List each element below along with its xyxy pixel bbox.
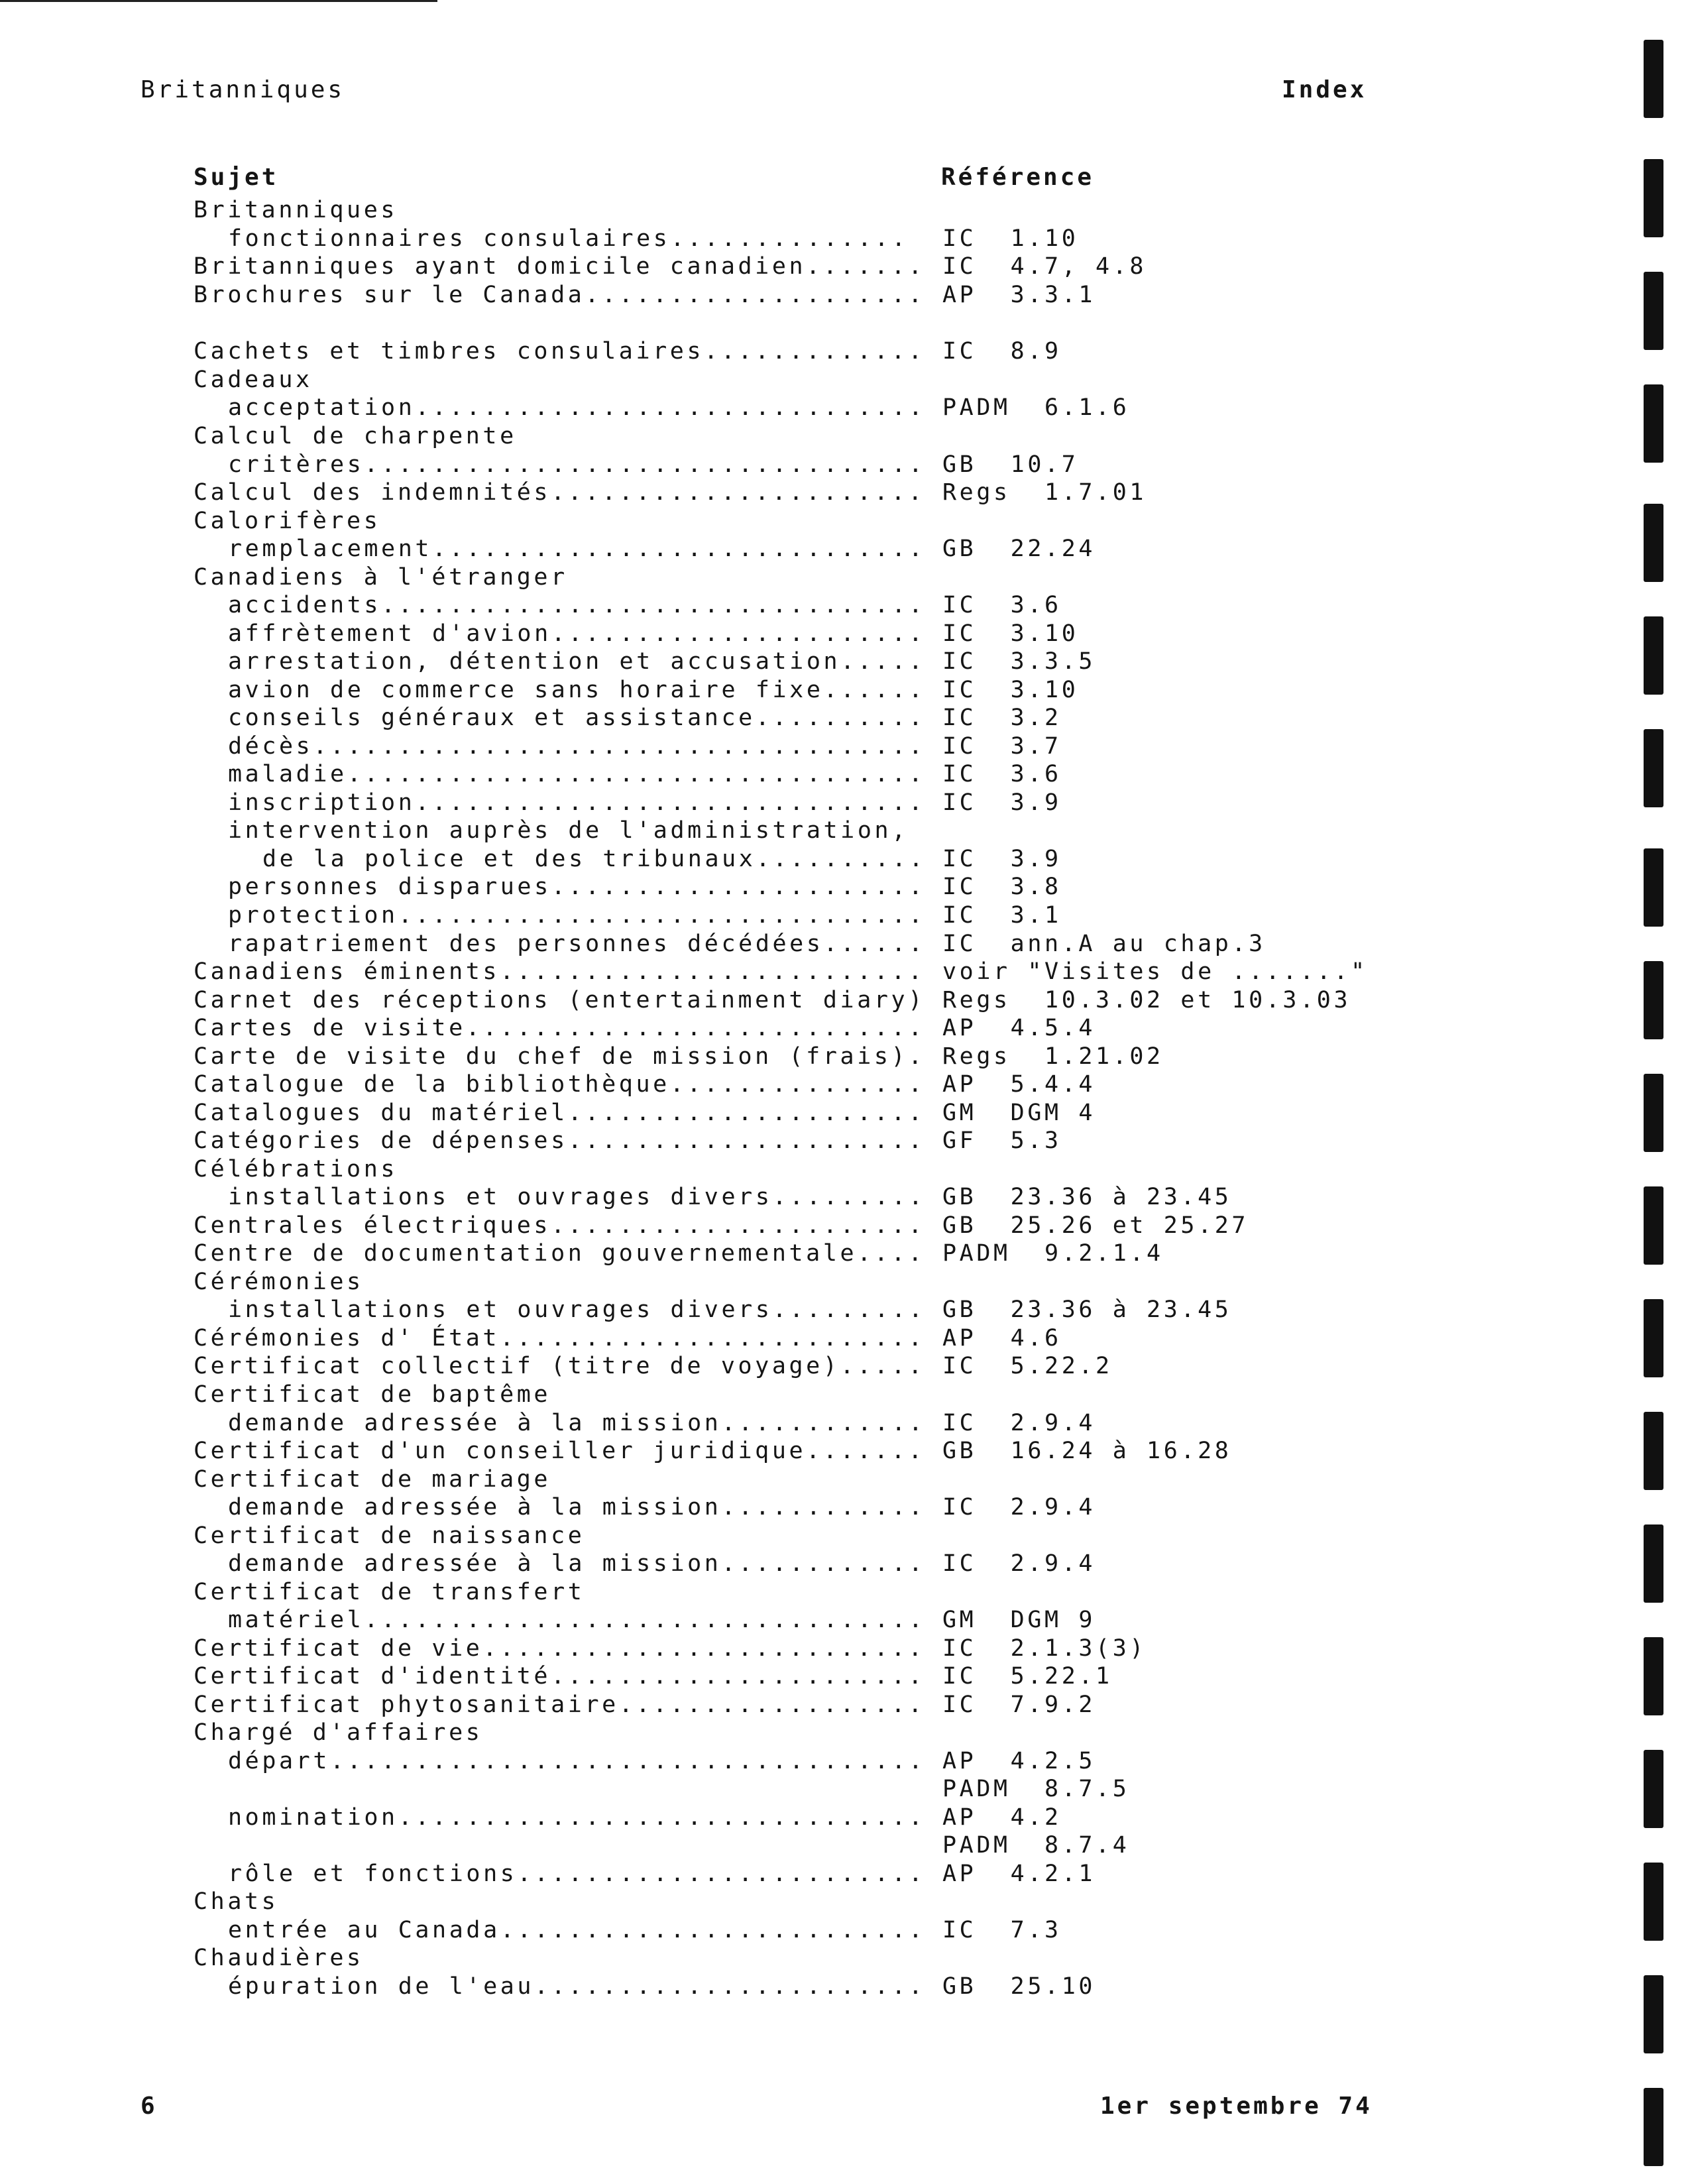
entry-subject: Calcul des indemnités...................... [194,479,925,506]
entry-reference: GB 25.26 et 25.27 [942,1212,1249,1239]
entry-reference: AP 5.4.4 [942,1071,1096,1098]
index-entry [0,394,1688,422]
index-entry [0,931,1688,958]
entry-subject: Carte de visite du chef de mission (frais). [194,1043,925,1070]
entry-subject: demande adressée à la mission............ [228,1494,926,1521]
index-entry [0,508,1688,536]
index-entry [0,367,1688,394]
binder-tab-mark [1644,1186,1663,1265]
index-entry [0,1212,1688,1240]
index-entry [0,1466,1688,1494]
entry-reference: IC 3.2 [942,705,1062,731]
entry-subject: Chats [194,1888,279,1915]
index-entry [0,761,1688,789]
entry-reference: AP 4.6 [942,1325,1062,1351]
index-entry [0,1071,1688,1099]
running-header-label: Index [1282,76,1367,103]
entry-subject: Centre de documentation gouvernementale.... [194,1240,925,1267]
binder-tab-mark [1644,1524,1663,1603]
entry-reference: AP 4.5.4 [942,1015,1096,1041]
entry-reference: IC ann.A au chap.3 [942,931,1266,957]
entry-subject: conseils généraux et assistance.......... [228,705,926,731]
entry-subject: Catalogue de la bibliothèque............... [194,1071,925,1098]
binder-tab-marks [1644,0,1670,2184]
entry-subject: fonctionnaires consulaires.............. [228,225,909,252]
index-entry [0,1325,1688,1353]
entry-subject: inscription.............................. [228,789,926,816]
index-entry [0,677,1688,705]
entry-subject: rapatriement des personnes décédées...... [228,931,926,957]
entry-subject: Certificat phytosanitaire.................. [194,1692,925,1718]
index-entry [0,564,1688,592]
index-entry [0,1804,1688,1832]
index-entry [0,1888,1688,1916]
index-entry [0,846,1688,874]
index-entry [0,1296,1688,1324]
index-entry [0,1917,1688,1945]
index-entry [0,874,1688,901]
entry-subject: Carnet des réceptions (entertainment diary) [194,987,925,1013]
index-entry [0,789,1688,817]
index-entry [0,1861,1688,1888]
entry-subject: Célébrations [194,1156,398,1182]
index-entry [0,536,1688,563]
entry-subject: accidents................................ [228,592,926,618]
entry-subject: Chaudières [194,1945,364,1971]
binder-tab-mark [1644,2088,1663,2166]
entry-reference: IC 2.9.4 [942,1410,1096,1436]
entry-reference: Regs 1.7.01 [942,479,1147,506]
footer-date: 1er septembre 74 [1100,2093,1373,2120]
entry-subject: Catalogues du matériel..................... [194,1100,925,1126]
binder-tab-mark [1644,1863,1663,1941]
entry-subject: Cadeaux [194,367,313,393]
entry-subject: Britanniques ayant domicile canadien....... [194,253,925,280]
binder-tab-mark [1644,384,1663,463]
entry-reference: GB 25.10 [942,1973,1096,2000]
index-entry [0,1579,1688,1607]
entry-subject: arrestation, détention et accusation..... [228,648,926,675]
index-entry [0,1945,1688,1973]
entry-subject: installations et ouvrages divers......... [228,1184,926,1210]
entry-reference: IC 3.6 [942,761,1062,787]
index-entry [0,1240,1688,1268]
entry-subject: Certificat de baptême [194,1381,551,1408]
binder-tab-mark [1644,1975,1663,2053]
entry-subject: Cérémonies [194,1269,364,1295]
entry-subject: Centrales électriques...................... [194,1212,925,1239]
binder-tab-mark [1644,504,1663,582]
column-header-reference: Référence [941,164,1095,191]
entry-subject: demande adressée à la mission............ [228,1550,926,1577]
entry-subject: matériel................................. [228,1607,926,1633]
entry-subject: départ................................... [228,1748,926,1774]
index-entry [0,592,1688,620]
entry-reference: IC 3.3.5 [942,648,1096,675]
index-entry [0,1127,1688,1155]
page-number: 6 [141,2093,155,2120]
index-entry [0,479,1688,507]
entry-reference: GF 5.3 [942,1127,1062,1154]
entry-subject: Calcul de charpente [194,423,517,449]
entry-reference: IC 1.10 [942,225,1079,252]
index-entry [0,987,1688,1015]
index-entry [0,1635,1688,1663]
entry-subject: Cachets et timbres consulaires............. [194,338,925,365]
index-entry [0,1494,1688,1522]
entry-reference: GM DGM 9 [942,1607,1096,1633]
binder-tab-mark [1644,1299,1663,1377]
entry-reference: IC 3.8 [942,874,1062,900]
index-entry [0,1015,1688,1043]
index-entry [0,1973,1688,2001]
entry-reference: IC 3.10 [942,677,1079,703]
entry-reference: GB 10.7 [942,451,1079,478]
binder-tab-mark [1644,1412,1663,1490]
entry-subject: personnes disparues...................... [228,874,926,900]
entry-subject: Catégories de dépenses..................... [194,1127,925,1154]
entry-reference: AP 4.2.1 [942,1861,1096,1887]
entry-reference: IC 7.3 [942,1917,1062,1943]
entry-reference: IC 3.10 [942,620,1079,647]
entry-reference: PADM 8.7.5 [942,1776,1130,1802]
entry-subject: demande adressée à la mission............ [228,1410,926,1436]
entry-reference: Regs 10.3.02 et 10.3.03 [942,987,1351,1013]
index-entry [0,1100,1688,1127]
entry-reference: GB 16.24 à 16.28 [942,1438,1232,1464]
entry-reference: IC 3.7 [942,733,1062,760]
binder-tab-mark [1644,729,1663,807]
index-entry [0,1184,1688,1212]
binder-tab-mark [1644,1074,1663,1152]
entry-subject: Certificat de vie.......................... [194,1635,925,1662]
entry-subject: intervention auprès de l'administration, [228,817,909,844]
index-entry [0,253,1688,281]
index-entry [0,1748,1688,1776]
index-entry [0,1776,1688,1804]
index-entry [0,1523,1688,1550]
entry-reference: IC 5.22.2 [942,1353,1113,1379]
running-header-section: Britanniques [141,76,345,103]
entry-subject: nomination............................... [228,1804,926,1831]
index-entry [0,620,1688,648]
entry-reference: IC 4.7, 4.8 [942,253,1147,280]
index-entry [0,1269,1688,1296]
binder-tab-mark [1644,848,1663,927]
index-entry [0,1410,1688,1438]
entry-subject: critères................................. [228,451,926,478]
entry-reference: IC 8.9 [942,338,1062,365]
entry-reference: PADM 6.1.6 [942,394,1130,421]
entry-reference: IC 5.22.1 [942,1663,1113,1690]
index-entry [0,1832,1688,1860]
binder-tab-mark [1644,40,1663,118]
entry-reference: IC 3.1 [942,902,1062,929]
entry-reference: AP 4.2.5 [942,1748,1096,1774]
index-entry [0,1607,1688,1635]
entry-reference: GB 23.36 à 23.45 [942,1184,1232,1210]
binder-tab-mark [1644,159,1663,237]
index-entry [0,1663,1688,1691]
index-entry [0,902,1688,930]
entry-subject: Calorifères [194,508,381,534]
index-entry [0,705,1688,732]
index-entry [0,1381,1688,1409]
index-entry [0,1156,1688,1184]
entry-subject: rôle et fonctions........................ [228,1861,926,1887]
index-entry [0,1438,1688,1466]
entry-subject: Certificat d'un conseiller juridique....... [194,1438,925,1464]
entry-subject: Certificat de transfert [194,1579,585,1605]
entry-reference: IC 2.9.4 [942,1494,1096,1521]
entry-subject: maladie.................................. [228,761,926,787]
binder-tab-mark [1644,961,1663,1039]
entry-reference: PADM 9.2.1.4 [942,1240,1164,1267]
entry-subject: Brochures sur le Canada.................... [194,282,925,308]
entry-reference: IC 2.9.4 [942,1550,1096,1577]
index-entry [0,648,1688,676]
entry-subject: installations et ouvrages divers......... [228,1296,926,1323]
index-entry [0,338,1688,366]
entry-subject: remplacement............................. [228,536,926,562]
index-entry [0,958,1688,986]
entry-reference: GM DGM 4 [942,1100,1096,1126]
binder-tab-mark [1644,1750,1663,1828]
entry-subject: de la police et des tribunaux.......... [262,846,927,872]
binder-tab-mark [1644,1637,1663,1715]
entry-reference: IC 2.1.3(3) [942,1635,1147,1662]
entry-subject: Certificat d'identité...................... [194,1663,925,1690]
index-entry [0,1692,1688,1719]
index-entry [0,733,1688,761]
entry-reference: PADM 8.7.4 [942,1832,1130,1859]
entry-reference: IC 3.9 [942,846,1062,872]
entry-subject: Britanniques [194,197,398,223]
entry-reference: IC 3.9 [942,789,1062,816]
entry-reference: GB 22.24 [942,536,1096,562]
entry-subject: Certificat de mariage [194,1466,551,1493]
entry-subject: Chargé d'affaires [194,1719,483,1746]
entry-subject: Cérémonies d' État......................... [194,1325,925,1351]
entry-reference: voir "Visites de ......." [942,958,1368,985]
index-entry [0,1719,1688,1747]
entry-subject: entrée au Canada......................... [228,1917,926,1943]
entry-reference: Regs 1.21.02 [942,1043,1164,1070]
entry-subject: Certificat collectif (titre de voyage)..... [194,1353,925,1379]
column-header-subject: Sujet [194,164,279,191]
entry-reference: IC 3.6 [942,592,1062,618]
entry-subject: Cartes de visite........................... [194,1015,925,1041]
entry-subject: acceptation.............................. [228,394,926,421]
entry-subject: Canadiens à l'étranger [194,564,568,591]
index-entry [0,197,1688,225]
entry-reference: AP 4.2 [942,1804,1062,1831]
entry-reference: IC 7.9.2 [942,1692,1096,1718]
entry-subject: avion de commerce sans horaire fixe...... [228,677,926,703]
entry-subject: décès.................................... [228,733,926,760]
entry-reference: AP 3.3.1 [942,282,1096,308]
index-entry [0,1353,1688,1381]
index-entry [0,817,1688,845]
index-entry [0,225,1688,253]
entry-reference: GB 23.36 à 23.45 [942,1296,1232,1323]
index-entry [0,1043,1688,1071]
entry-subject: Certificat de naissance [194,1523,585,1549]
entry-subject: Canadiens éminents......................... [194,958,925,985]
entry-subject: épuration de l'eau....................... [228,1973,926,2000]
index-entry [0,1550,1688,1578]
entry-subject: affrètement d'avion...................... [228,620,926,647]
binder-tab-mark [1644,272,1663,350]
index-entry [0,423,1688,451]
index-entry [0,282,1688,310]
entry-subject: protection............................... [228,902,926,929]
index-entry [0,451,1688,479]
binder-tab-mark [1644,616,1663,695]
